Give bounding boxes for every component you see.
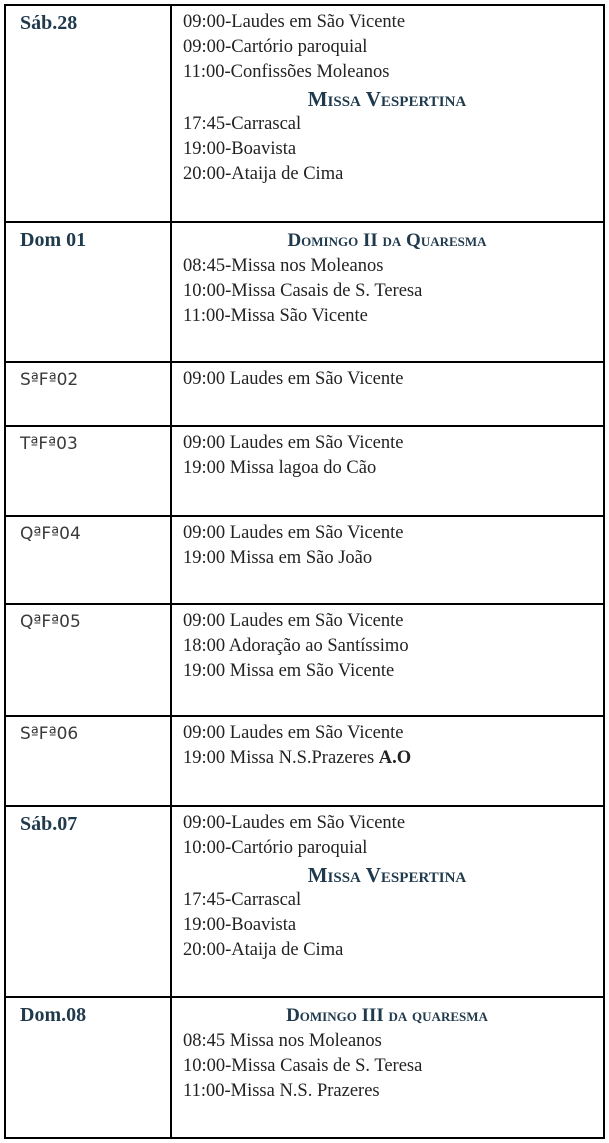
event-text: 19:00-Boavista xyxy=(183,139,297,159)
events-cell xyxy=(171,806,604,997)
day-cell xyxy=(5,222,171,362)
event-text: 19:00 Missa lagoa do Cão xyxy=(183,458,377,478)
events-cell xyxy=(171,362,604,426)
day-cell xyxy=(5,5,171,222)
event-text: 09:00-Laudes em São Vicente xyxy=(183,12,406,32)
day-cell xyxy=(5,516,171,604)
event-text: 09:00-Cartório paroquial xyxy=(183,37,368,57)
event-text: 19:00 Missa N.S.Prazeres xyxy=(183,748,379,768)
event-text: 17:45-Carrascal xyxy=(183,114,302,134)
event-text: 19:00 Missa em São João xyxy=(183,548,373,568)
schedule-row xyxy=(5,716,604,806)
event-text: 19:00-Boavista xyxy=(183,915,297,935)
section-heading-text: Missa Vespertina xyxy=(307,87,467,111)
event-text: 18:00 Adoração ao Santíssimo xyxy=(183,636,409,656)
event-text: 08:45 Missa nos Moleanos xyxy=(183,1031,382,1051)
event-text: 17:45-Carrascal xyxy=(183,890,302,910)
section-heading xyxy=(183,1003,603,1029)
events-cell xyxy=(171,5,604,222)
event-line xyxy=(183,836,603,861)
event-line xyxy=(183,521,603,546)
event-text: 08:45-Missa nos Moleanos xyxy=(183,256,384,276)
section-heading xyxy=(183,86,603,112)
day-label: Sáb.28 xyxy=(20,12,78,34)
event-line xyxy=(183,367,603,392)
events-cell xyxy=(171,516,604,604)
event-line xyxy=(183,659,603,684)
event-text: 19:00 Missa em São Vicente xyxy=(183,661,395,681)
event-text: 10:00-Missa Casais de S. Teresa xyxy=(183,1056,423,1076)
event-suffix: A.O xyxy=(378,748,412,768)
day-cell xyxy=(5,806,171,997)
events-cell xyxy=(171,222,604,362)
section-heading-text: Missa Vespertina xyxy=(307,863,467,887)
day-cell xyxy=(5,604,171,716)
event-text: 10:00-Cartório paroquial xyxy=(183,838,368,858)
day-label: QªFª04 xyxy=(20,524,81,544)
event-text: 11:00-Confissões Moleanos xyxy=(183,62,390,82)
schedule-row xyxy=(5,516,604,604)
event-line xyxy=(183,456,603,481)
event-line xyxy=(183,546,603,571)
section-heading-text: Domingo III da quaresma xyxy=(286,1005,488,1026)
events-cell xyxy=(171,716,604,806)
event-line xyxy=(183,1054,603,1079)
event-text: 09:00 Laudes em São Vicente xyxy=(183,723,404,743)
event-line xyxy=(183,938,603,963)
schedule-row xyxy=(5,5,604,222)
schedule-body xyxy=(5,5,604,1138)
schedule-table xyxy=(4,4,605,1139)
day-cell xyxy=(5,716,171,806)
event-line xyxy=(183,746,603,771)
event-line xyxy=(183,811,603,836)
event-line xyxy=(183,609,603,634)
schedule-row xyxy=(5,604,604,716)
day-label: Sáb.07 xyxy=(20,813,78,835)
event-line xyxy=(183,137,603,162)
event-text: 11:00-Missa N.S. Prazeres xyxy=(183,1081,380,1101)
day-label: SªFª06 xyxy=(20,724,79,744)
event-text: 10:00-Missa Casais de S. Teresa xyxy=(183,281,423,301)
schedule-row xyxy=(5,997,604,1138)
schedule-row xyxy=(5,362,604,426)
event-line xyxy=(183,112,603,137)
event-text: 20:00-Ataija de Cima xyxy=(183,940,344,960)
event-line xyxy=(183,721,603,746)
event-line xyxy=(183,254,603,279)
schedule-row xyxy=(5,806,604,997)
day-label: QªFª05 xyxy=(20,612,81,632)
event-line xyxy=(183,162,603,187)
event-line xyxy=(183,60,603,85)
event-text: 09:00 Laudes em São Vicente xyxy=(183,433,404,453)
event-text: 20:00-Ataija de Cima xyxy=(183,164,344,184)
event-text: 09:00 Laudes em São Vicente xyxy=(183,369,404,389)
event-text: 09:00-Laudes em São Vicente xyxy=(183,813,406,833)
events-cell xyxy=(171,426,604,516)
event-text: 09:00 Laudes em São Vicente xyxy=(183,611,404,631)
event-line xyxy=(183,35,603,60)
schedule-row xyxy=(5,426,604,516)
events-cell xyxy=(171,997,604,1138)
event-line xyxy=(183,1029,603,1054)
event-line xyxy=(183,10,603,35)
event-line xyxy=(183,888,603,913)
section-heading xyxy=(183,862,603,888)
event-line xyxy=(183,431,603,456)
event-line xyxy=(183,634,603,659)
event-line xyxy=(183,1079,603,1104)
event-text: 11:00-Missa São Vicente xyxy=(183,306,368,326)
day-cell xyxy=(5,997,171,1138)
events-cell xyxy=(171,604,604,716)
event-line xyxy=(183,913,603,938)
section-heading-text: Domingo II da Quaresma xyxy=(287,230,487,251)
event-text: 09:00 Laudes em São Vicente xyxy=(183,523,404,543)
day-cell xyxy=(5,362,171,426)
day-label: SªFª02 xyxy=(20,370,79,390)
day-cell xyxy=(5,426,171,516)
day-label: Dom.08 xyxy=(20,1004,87,1026)
day-label: TªFª03 xyxy=(20,434,78,454)
event-line xyxy=(183,304,603,329)
event-line xyxy=(183,279,603,304)
schedule-row xyxy=(5,222,604,362)
day-label: Dom 01 xyxy=(20,229,87,251)
section-heading xyxy=(183,228,603,254)
